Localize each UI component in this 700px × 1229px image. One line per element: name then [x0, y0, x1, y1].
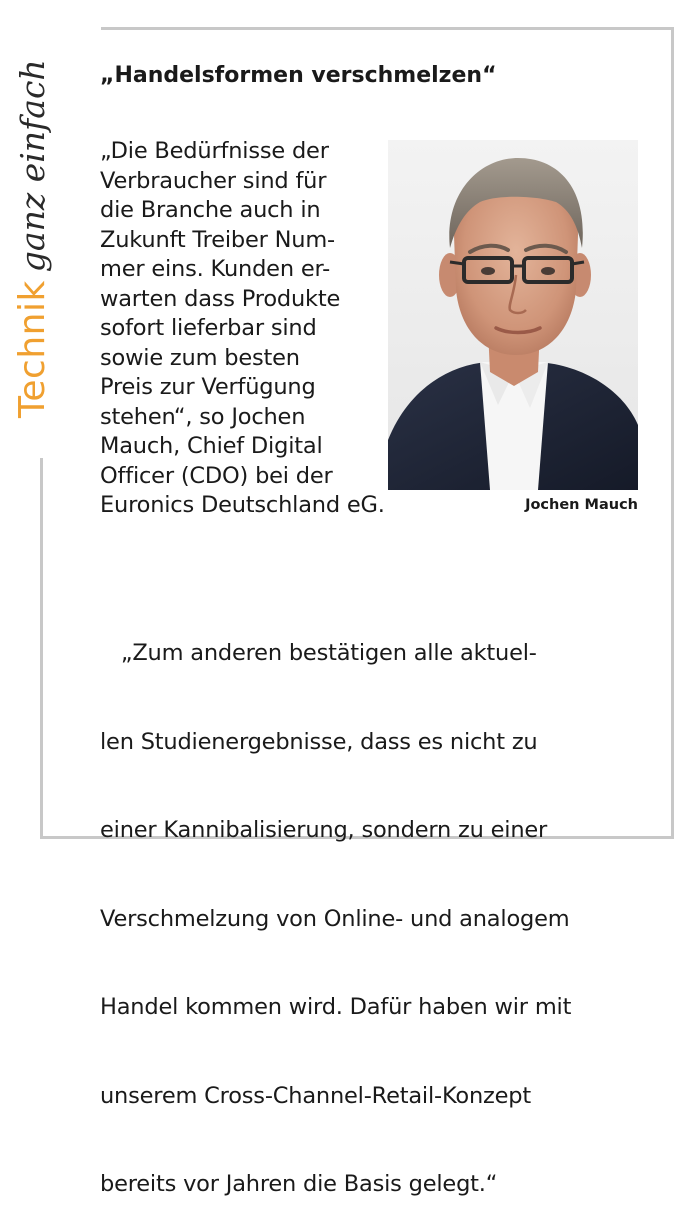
series-label [12, 59, 53, 418]
article-paragraph-2 [100, 580, 571, 1229]
paragraph-line: mer eins. Kunden er- [100, 256, 331, 282]
paragraph-line: Handel kommen wird. Dafür haben wir mit [100, 994, 572, 1020]
paragraph-line: Zukunft Treiber Num- [100, 226, 335, 253]
paragraph-line: bereits vor Jahren die Basis gelegt.“ [100, 1171, 498, 1197]
paragraph-line: „Die Bedürfnisse der [100, 138, 329, 164]
paragraph-line: unserem Cross-Channel-Retail-Konzept [100, 1082, 531, 1109]
paragraph-line: Verschmelzung von Online- und analogem [100, 905, 570, 932]
portrait-photo [388, 140, 638, 490]
paragraph-line: sofort lieferbar sind [100, 315, 317, 341]
paragraph-line: stehen“, so Jochen [100, 403, 306, 430]
paragraph-line: „Zum anderen bestätigen alle aktuel- [100, 640, 537, 666]
article-headline: „Handelsformen verschmelzen“ [100, 63, 497, 88]
paragraph-line: einer Kannibalisierung, sondern zu einer [100, 817, 548, 843]
article-paragraph-1 [100, 137, 385, 521]
photo-caption: Jochen Mauch [525, 497, 638, 513]
paragraph-line: Mauch, Chief Digital [100, 433, 323, 459]
series-label-rest: ganz einfach [13, 59, 52, 273]
frame-top-border [101, 27, 673, 30]
paragraph-line: warten dass Produkte [100, 285, 341, 312]
paragraph-line: sowie zum besten [100, 344, 300, 371]
series-label-highlight: Technik [12, 280, 53, 418]
frame-right-border [671, 27, 674, 838]
paragraph-line: Euronics Deutschland eG. [100, 492, 385, 518]
paragraph-line: die Branche auch in [100, 197, 321, 223]
paragraph-line: Officer (CDO) bei der [100, 462, 333, 489]
paragraph-line: Preis zur Verfügung [100, 374, 316, 400]
paragraph-line: len Studienergebnisse, dass es nicht zu [100, 728, 538, 755]
frame-left-border [40, 458, 43, 839]
paragraph-line: Verbraucher sind für [100, 167, 327, 194]
